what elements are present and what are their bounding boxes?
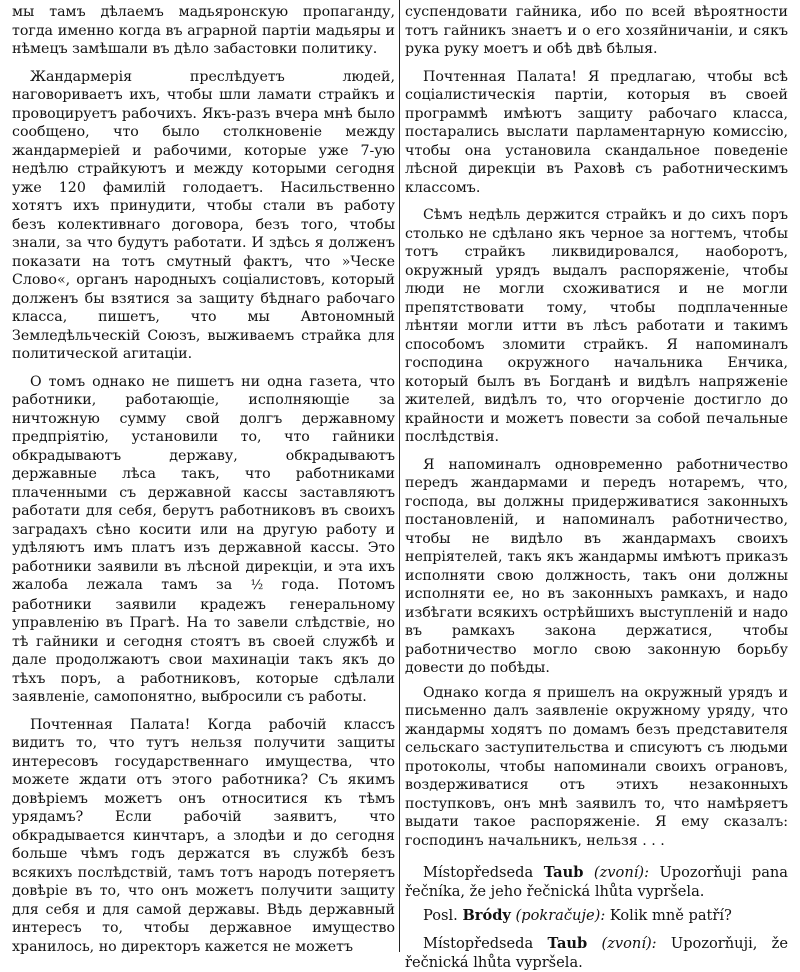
fraction-half: ½ <box>250 578 264 593</box>
paragraph-text: года. Потомъ работники заявили крадежъ генеральному управленію въ Прагѣ. На то завели слѣдствіе, но тѣ гайники и сегодня стоятъ въ своей службѣ и дале продолжаютъ свои махинаціи такъ якъ до тѣхъ поръ, а работниковъ, которые сдѣлали заявленіе, самопонятно, выбросили съ работы. <box>12 577 395 705</box>
paragraph: Почтенная Палата! Когда рабочій классъ видитъ то, что тутъ нельзя получити защиты интересовъ государственнаго имущества, что можете ждати отъ этого работника? Съ якимъ довѣріемъ можетъ онъ относитися къ тѣмъ урядамъ? Если рабочій заявитъ, что обкрадывается кинчтаръ, а злодѣи и до сегодня больше чѣмъ годъ держатся въ службѣ безъ всякихъ послѣдствій, тамъ тотъ народъ потеряетъ довѣріе въ то, что онъ можетъ получити защиту для себя и для самой державы. Вѣдь державный интересъ то, чтобы державное имущество хранилось, но директоръ кажется не можетъ <box>12 716 395 955</box>
paragraph: Сѣмъ недѣль держится страйкъ и до сихъ поръ столько не сдѣлано якъ черное за ногтемъ, чтобы тотъ страйкъ ликвидировался, наоборотъ, окружный урядъ выдалъ распоряженіе, чтобы люди не могли схоживатися и не могли препятствовати тому, чтобы подплаченные лѣнтяи могли итти въ лѣсъ работати и такимъ способомъ зломити страйкъ. Я напоминалъ господина окружного начальника Енчика, который былъ въ Богданѣ и видѣлъ напряженіе жителей, видѣлъ то, что огорченіе достигло до крайности и можетъ повести за собой печальные послѣдствія. <box>405 207 788 445</box>
speaker-role: Posl. <box>423 907 463 924</box>
speech-vice-chair-1 <box>405 863 788 901</box>
speech-text: Kolik mně patří? <box>609 907 732 924</box>
paragraph: суспендовати гайника, ибо по всей вѣроятности тотъ гайникъ знаетъ и о его хозяйничаніи, и сякъ рука руку моетъ и обѣ двѣ бѣлыя. <box>405 4 788 57</box>
speaker-action: (pokračuje): <box>510 907 610 924</box>
speaker-name: Taub <box>543 864 584 881</box>
paragraph <box>12 373 395 707</box>
speech-text: Upozorňuji pana řečníka, že jeho řečnická lhůta vypršela. <box>405 864 788 900</box>
speaker-action: (zvoní): <box>583 864 660 881</box>
speaker-role: Místopředseda <box>423 935 548 952</box>
speech-text: Upozorňuji, že řečnická lhůta vypršela. <box>405 935 788 971</box>
speech-vice-chair-2 <box>405 934 788 972</box>
speaker-action: (zvoní): <box>587 935 671 952</box>
speech-deputy <box>405 906 788 925</box>
paragraph-text: О томъ однако не пишетъ ни одна газета, что работники, работающіе, исполняющіе за ничтожную сумму свой долгъ державному предпріятію, установили то, что гайники обкрадываютъ державу, обкрадываютъ державные лѣса такъ, что работниками плаченными съ державной кассы заставляютъ работати для себя, берутъ работниковъ въ своихъ заградахъ сѣно косити или на другую работу и удѣляютъ имъ платъ изъ державной кассы. Это работники заявили въ лѣсной дирекціи, и эта ихъ жалоба лежала тамъ за <box>12 373 395 593</box>
paragraph: мы тамъ дѣлаемъ мадьяронскую пропаганду, тогда именно когда въ аграрной партіи мадьяры и нѣмецъ замѣшали въ дѣло забастовки политику. <box>12 4 395 57</box>
column-divider <box>399 0 400 952</box>
right-column <box>405 3 788 972</box>
left-column <box>12 3 395 956</box>
speaker-name: Taub <box>547 935 588 952</box>
paragraph: Жандармерія преслѣдуетъ людей, наговориваетъ ихъ, чтобы шли ламати страйкъ и провоцируетъ рабочихъ. Якъ-разъ вчера мнѣ было сообщено, что было столкновеніе между жандармеріей и рабочими, которые уже 7-ую недѣлю страйкуютъ и между которыми сегодня уже 120 фамилій голодаетъ. Насильственно хотятъ ихъ принудити, чтобы стали въ работу безъ колективнаго договора, безъ того, чтобы знали, за что будутъ работати. И здѣсь я долженъ показати на тотъ смутный фактъ, что »Ческе Слово«, органъ народныхъ соціалистовъ, который долженъ бы взятися за защиту бѣднаго рабочаго класса, пишетъ, что мы Автономный Земледѣльческій Союзъ, выживаемъ страйка для политической агитаціи. <box>12 68 395 362</box>
paragraph: Почтенная Палата! Я предлагаю, чтобы всѣ соціалистическія партіи, которыя въ своей программѣ имѣютъ защиту рабочаго класса, постарались выслати парламентарную комисcію, чтобы она установила скандальное поведеніе лѣсной дирекціи въ Раховѣ съ работническимъ классомъ. <box>405 68 788 196</box>
speaker-name: Bródy <box>462 907 511 924</box>
speaker-role: Místopředseda <box>423 864 544 881</box>
paragraph: Однако когда я пришелъ на окружный урядъ и письменно далъ заявленіе окружному уряду, что жандармы ходятъ по домамъ безъ представителя сельскаго заступительства и списуютъ съ людьми протоколы, чтобы напоминали своихъ ограновъ, воздерживатися отъ этихъ незаконныхъ поступковъ, онъ мнѣ заявилъ то, что намѣряетъ выдати такое распоряженіе. Я ему сказалъ: господинъ начальникъ, нельзя . . . <box>405 684 788 849</box>
paragraph: Я напоминалъ одновременно работничество передъ жандармами и передъ нотаремъ, что, господа, вы должны придерживатися законныхъ постановленій, и напоминалъ работничество, чтобы не видѣло въ жандармахъ своихъ непріятелей, такъ якъ жандармы имѣютъ приказъ исполняти свою должность, такъ они должны исполняти ее, но въ законныхъ рамкахъ, и надо избѣгати всякихъ острѣйшихъ выступленій и надо въ рамкахъ закона держатися, чтобы работничество могло свою законную борьбу довести до побѣды. <box>405 456 788 676</box>
